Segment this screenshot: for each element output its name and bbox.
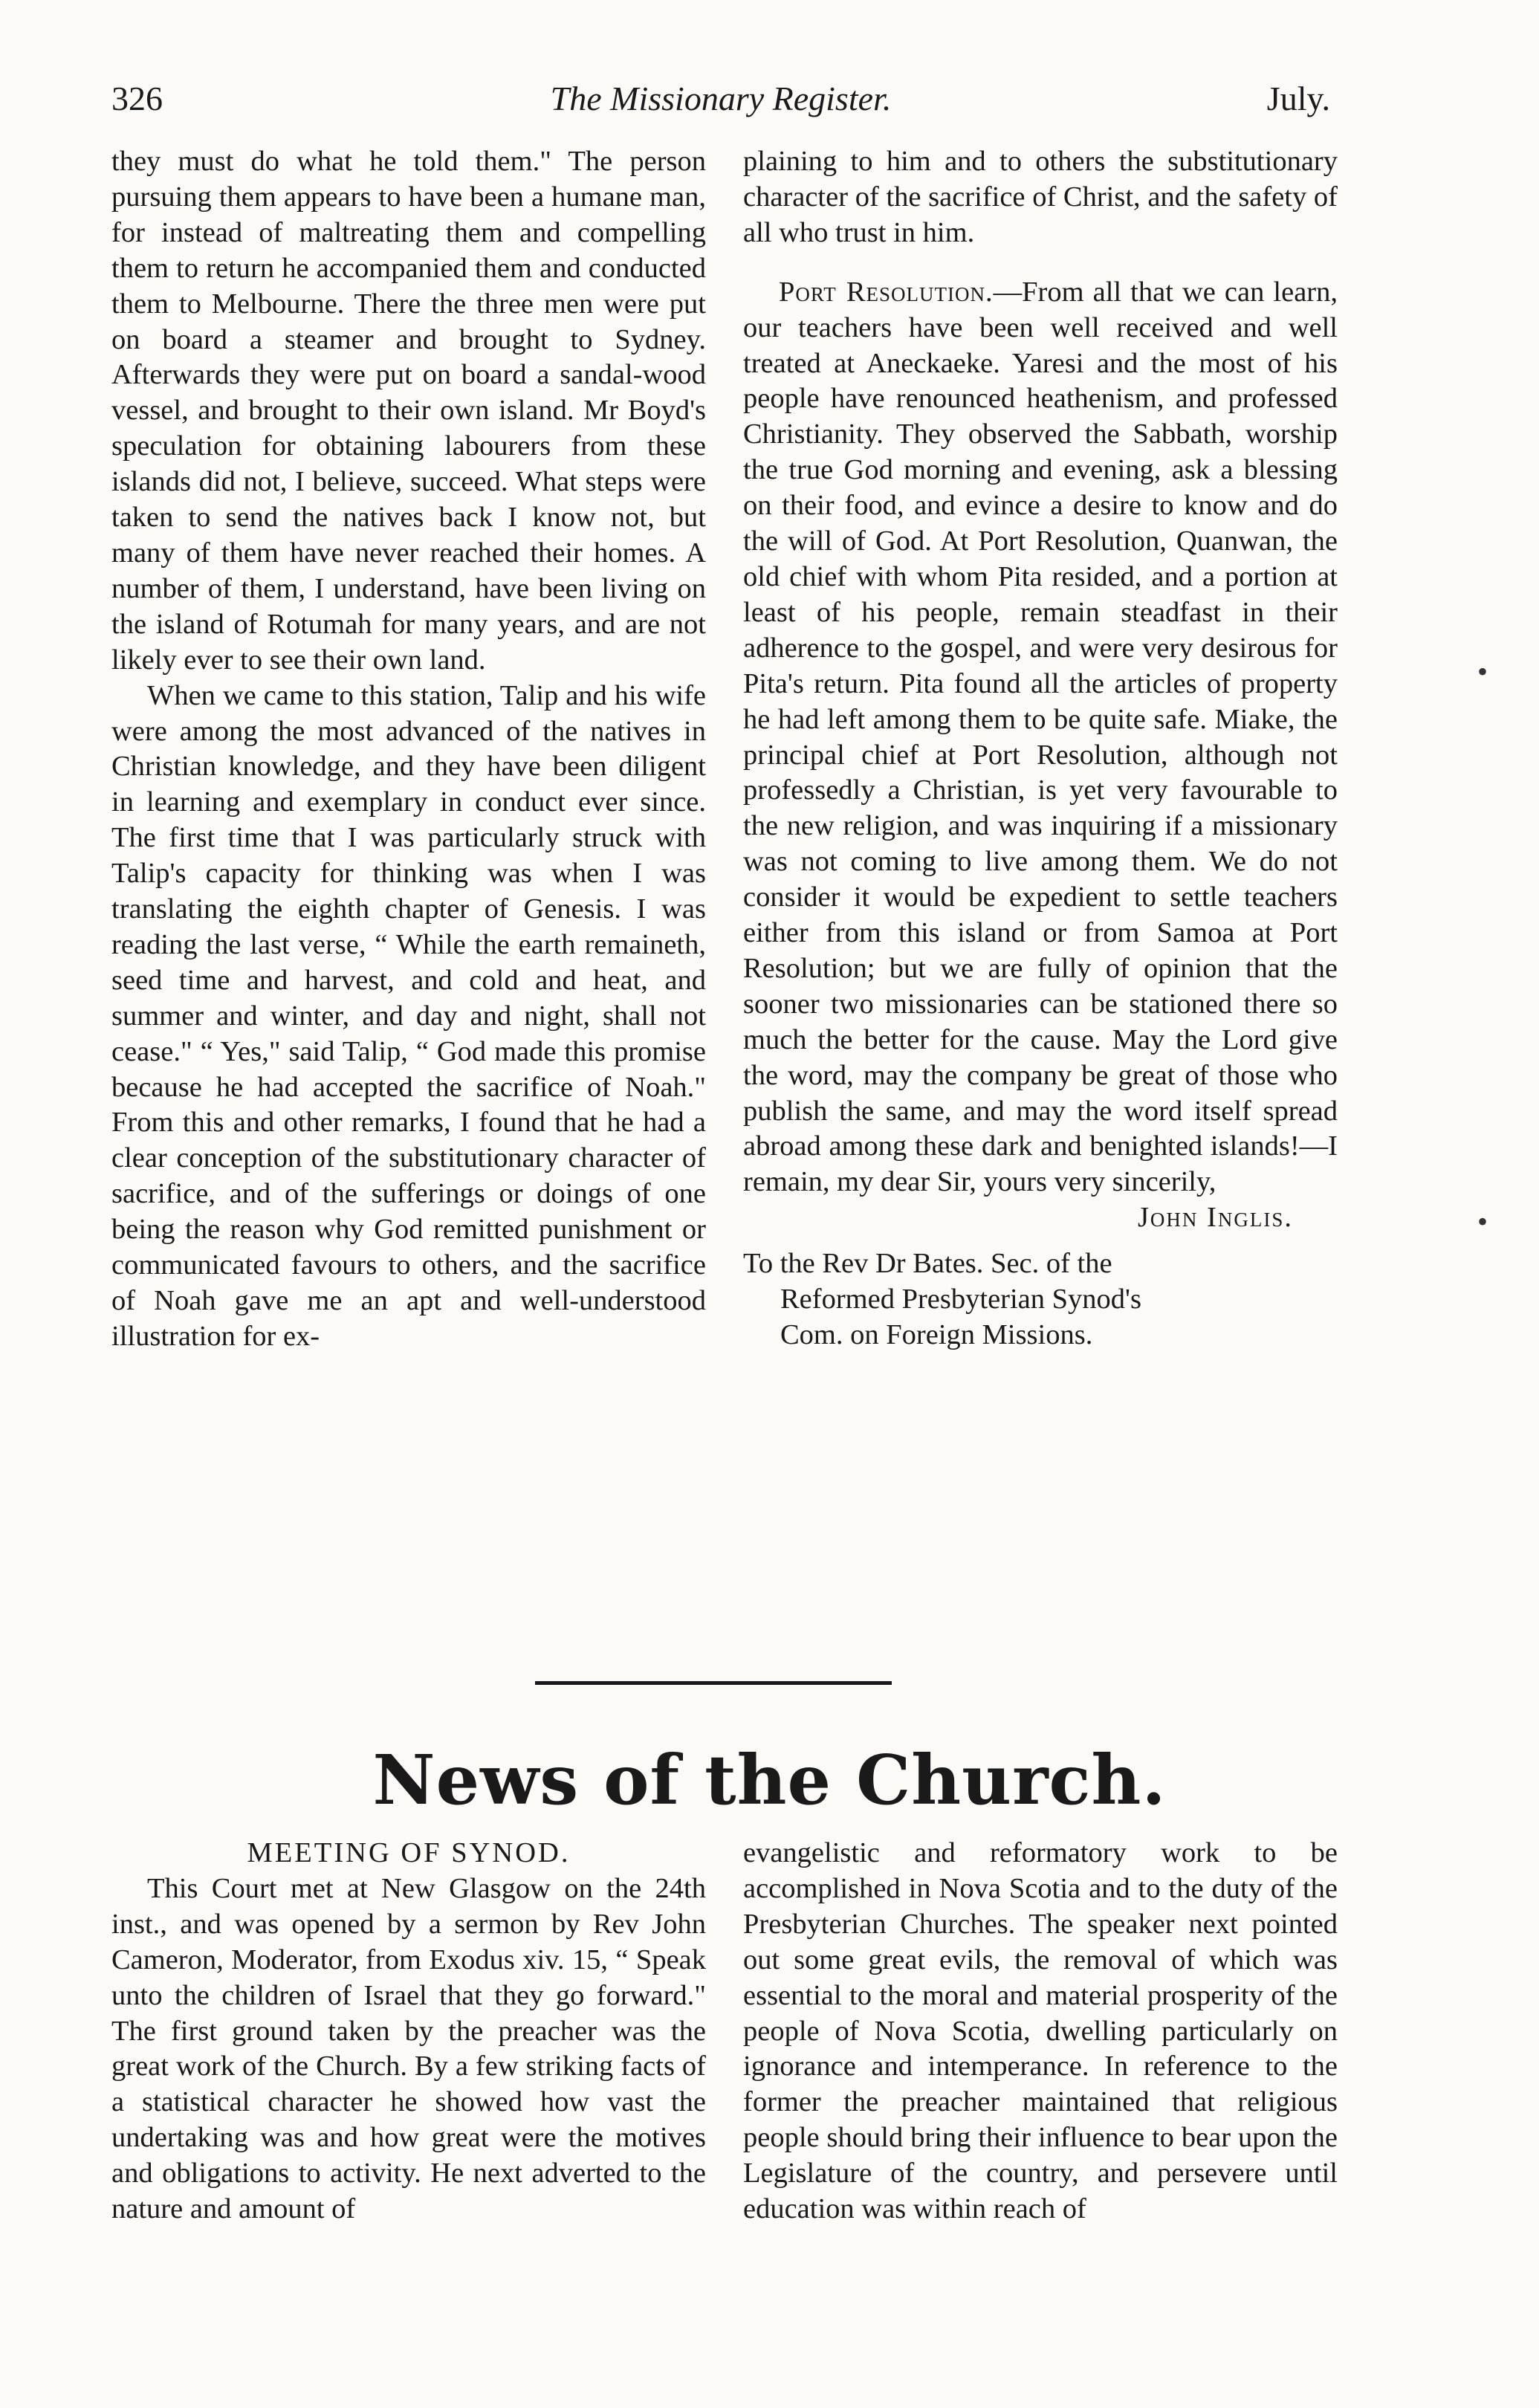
port-resolution-label: Port Resolution.: [779, 276, 994, 308]
letter-left-column: [111, 144, 706, 1355]
news-left-column: [111, 1836, 706, 2227]
issue-month: July.: [1266, 80, 1330, 117]
article-subheading: MEETING OF SYNOD.: [247, 1837, 571, 1868]
news-paragraph: This Court met at New Glasgow on the 24th inst., and was opened by a sermon by Rev John Cameron, Moderator, from Exodus xiv. 15, “ Speak unto the children of Israel that they go forward." The first ground taken by the preacher was the great work of the Church. By a few striking facts of a statistical character he showed how vast the undertaking was and how great were the motives and obligations to activity. He next adverted to the nature and amount of: [111, 1872, 706, 2225]
letter-right-column: [743, 144, 1338, 1353]
address-line: Reformed Presbyterian Synod's: [780, 1284, 1141, 1315]
address-line: Com. on Foreign Missions.: [780, 1319, 1093, 1350]
news-paragraph: evangelistic and reformatory work to be accomplished in Nova Scotia and to the duty of the Presbyterian Churches. The speaker next pointed out some great evils, the removal of which was essential to the moral and material prosperity of the people of Nova Scotia, dwelling particularly on ignorance and intemperance. In reference to the former the preacher maintained that religious people should bring their influence to bear upon the Legislature of the country, and persevere until education was within reach of: [743, 1837, 1338, 2225]
page-header: [111, 73, 1330, 125]
page-number: 326: [111, 80, 163, 117]
letter-paragraph: plaining to him and to others the substitutionary character of the sacrifice of Christ, and the safety of all who trust in him.: [743, 146, 1338, 248]
letter-address: [743, 1246, 1338, 1353]
news-right-column: [743, 1836, 1338, 2227]
port-resolution-paragraph: [743, 275, 1338, 1201]
section-heading: News of the Church.: [372, 1740, 1167, 1820]
margin-mark: •: [1477, 655, 1488, 688]
section-divider: [535, 1681, 892, 1685]
letter-paragraph: When we came to this station, Talip and his wife were among the most advanced of the natives in Christian knowledge, and they have been diligent in learning and exemplary in conduct ever since. The first time that I was particularly struck with Talip's capacity for thinking was when I was translating the eighth chapter of Genesis. I was reading the last verse, “ While the earth remaineth, seed time and harvest, and cold and heat, and summer and winter, and day and night, shall not cease." “ Yes," said Talip, “ God made this promise because he had accepted the sacrifice of Noah." From this and other remarks, I found that he had a clear conception of the substitutionary character of sacrifice, and of the sufferings or doings of one being the reason why God remitted punishment or communicated favours to others, and the sacrifice of Noah gave me an apt and well-understood illustration for ex-: [111, 679, 706, 1352]
address-line: To the Rev Dr Bates. Sec. of the: [743, 1248, 1112, 1280]
port-resolution-text: —From all that we can learn, our teachers have been well received and well treated at Aneckaeke. Yaresi and the most of his people have renounced heathenism, and professed Christianity. They observed the Sabbath, worship the true God morning and evening, ask a blessing on their food, and evince a desire to know and do the will of God. At Port Resolution, Quanwan, the old chief with whom Pita resided, and a portion at least of his people, remain steadfast in their adherence to the gospel, and were very desirous for Pita's return. Pita found all the articles of property he had left among them to be quite safe. Miake, the principal chief at Port Resolution, although not professedly a Christian, is yet very favourable to the new religion, and was inquiring if a missionary was not coming to live among them. We do not consider it would be expedient to settle teachers either from this island or from Samoa at Port Resolution; but we are fully of opinion that the sooner two missionaries can be stationed there so much the better for the cause. May the Lord give the word, may the company be great of those who publish the same, and may the word itself spread abroad among these dark and benighted islands!—I remain, my dear Sir, yours very sincerily,: [743, 276, 1338, 1198]
margin-mark: •: [1477, 1205, 1488, 1238]
journal-title: The Missionary Register.: [550, 80, 892, 117]
letter-signature: John Inglis.: [1137, 1202, 1293, 1234]
letter-paragraph: they must do what he told them." The person pursuing them appears to have been a humane man, for instead of maltreating them and compelling them to return he accompanied them and conducted them to Melbourne. There the three men were put on board a steamer and brought to Sydney. Afterwards they were put on board a sandal-wood vessel, and brought to their own island. Mr Boyd's speculation for obtaining labourers from these islands did not, I believe, succeed. What steps were taken to send the natives back I know not, but many of them have never reached their homes. A number of them, I understand, have been living on the island of Rotumah for many years, and are not likely ever to see their own land.: [111, 146, 706, 676]
